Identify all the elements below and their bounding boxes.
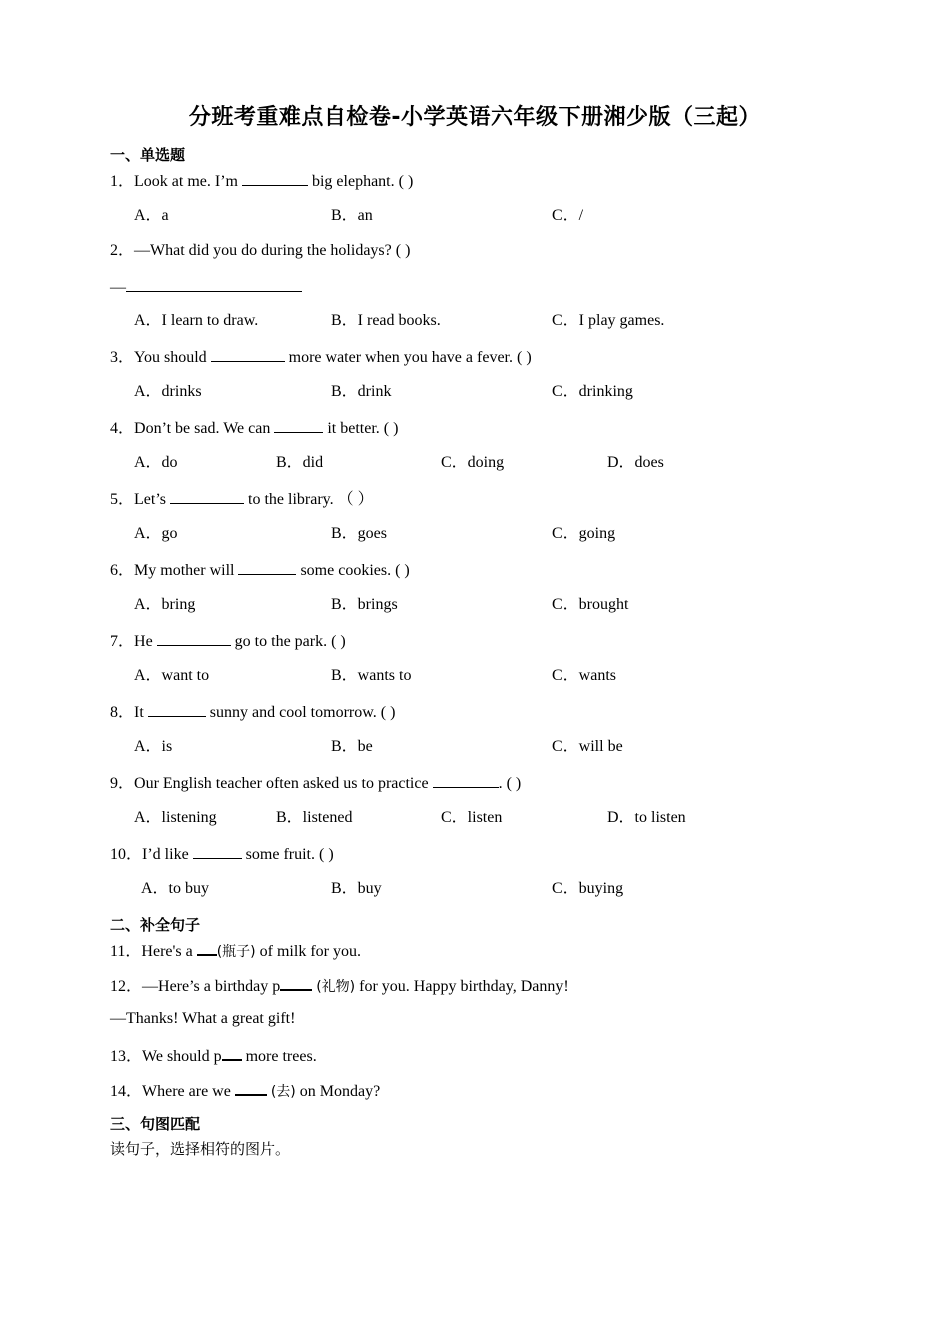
- question-text: Look at me. I’m: [134, 173, 238, 190]
- answer-blank[interactable]: [242, 170, 308, 186]
- option-c[interactable]: C．listen: [441, 809, 503, 826]
- option-c[interactable]: C．brought: [552, 596, 629, 613]
- question-text: It: [134, 704, 144, 721]
- question-number: 10．: [110, 846, 143, 863]
- question-number: 1．: [110, 173, 135, 190]
- option-b[interactable]: B．I read books.: [331, 312, 441, 329]
- option-b[interactable]: B．drink: [331, 383, 392, 400]
- question-text: You should: [134, 349, 207, 366]
- question-text: —What did you do during the holidays? ( ): [134, 242, 411, 259]
- question-number: 7．: [110, 633, 135, 650]
- answer-blank[interactable]: [238, 559, 296, 575]
- question-number: 12．: [110, 978, 143, 995]
- question-12: [110, 974, 569, 997]
- question-number: 4．: [110, 420, 135, 437]
- question-text: I’d like: [142, 846, 189, 863]
- question-text: of milk for you.: [259, 943, 361, 960]
- question-text: We should p: [142, 1048, 222, 1065]
- option-d[interactable]: D．to listen: [607, 809, 686, 826]
- question-text: some cookies. ( ): [300, 562, 410, 579]
- question-1: [110, 170, 413, 192]
- option-a[interactable]: A．want to: [134, 667, 210, 684]
- option-a[interactable]: A．bring: [134, 596, 196, 613]
- question-text: more trees.: [245, 1048, 317, 1065]
- question-text: for you. Happy birthday, Danny!: [359, 978, 569, 995]
- question-number: 3．: [110, 349, 135, 366]
- answer-blank[interactable]: [148, 701, 206, 717]
- option-c[interactable]: C．buying: [552, 880, 624, 897]
- answer-blank[interactable]: [211, 346, 285, 362]
- section-instruction: 读句子，选择相符的图片。: [110, 1140, 291, 1158]
- question-number: 5．: [110, 491, 135, 508]
- option-b[interactable]: B．listened: [276, 809, 353, 826]
- answer-blank[interactable]: [235, 1079, 267, 1096]
- option-c[interactable]: C．wants: [552, 667, 617, 684]
- question-number: 11．: [110, 943, 142, 960]
- question-number: 9．: [110, 775, 135, 792]
- question-text: on Monday?: [299, 1083, 381, 1100]
- answer-blank[interactable]: [222, 1044, 242, 1061]
- option-b[interactable]: B．did: [276, 454, 324, 471]
- question-text: Our English teacher often asked us to practice: [134, 775, 429, 792]
- chinese-hint: (去): [270, 1084, 296, 1100]
- option-b[interactable]: B．an: [331, 207, 373, 224]
- answer-blank[interactable]: [126, 276, 302, 292]
- option-b[interactable]: B．be: [331, 738, 373, 755]
- question-4: [110, 417, 398, 439]
- answer-blank[interactable]: [193, 843, 242, 859]
- section-heading-single-choice: 一、单选题: [110, 146, 186, 164]
- option-c[interactable]: C．/: [552, 207, 584, 224]
- answer-blank[interactable]: [197, 939, 217, 956]
- question-number: 6．: [110, 562, 135, 579]
- section-heading-sentence-picture-match: 三、句图匹配: [110, 1115, 201, 1133]
- question-text: He: [134, 633, 153, 650]
- option-b[interactable]: B．buy: [331, 880, 382, 897]
- question-3: [110, 346, 532, 368]
- option-c[interactable]: C．I play games.: [552, 312, 665, 329]
- option-c[interactable]: C．will be: [552, 738, 623, 755]
- question-5: [110, 488, 374, 510]
- option-b[interactable]: B．goes: [331, 525, 388, 542]
- question-6: [110, 559, 410, 581]
- question-text: Let’s: [134, 491, 167, 508]
- question-text: more water when you have a fever. ( ): [288, 349, 532, 366]
- option-a[interactable]: A．go: [134, 525, 178, 542]
- question-text: —Here’s a birthday p: [142, 978, 281, 995]
- chinese-hint: (礼物): [316, 979, 356, 995]
- question-text: it better. ( ): [327, 420, 399, 437]
- option-c[interactable]: C．doing: [441, 454, 505, 471]
- answer-blank[interactable]: [170, 488, 244, 504]
- option-b[interactable]: B．wants to: [331, 667, 412, 684]
- chinese-hint: (瓶子): [216, 944, 256, 960]
- option-b[interactable]: B．brings: [331, 596, 398, 613]
- question-7: [110, 630, 346, 652]
- question-14: [110, 1079, 380, 1102]
- question-number: 8．: [110, 704, 135, 721]
- option-c[interactable]: C．drinking: [552, 383, 633, 400]
- option-a[interactable]: A．listening: [134, 809, 217, 826]
- answer-blank[interactable]: [274, 417, 323, 433]
- section-heading-complete-sentences: 二、补全句子: [110, 916, 201, 934]
- option-a[interactable]: A．a: [134, 207, 169, 224]
- question-9: [110, 772, 521, 794]
- page-title: 分班考重难点自检卷-小学英语六年级下册湘少版（三起）: [188, 105, 762, 130]
- question-8: [110, 701, 395, 723]
- answer-blank[interactable]: [157, 630, 231, 646]
- question-text: sunny and cool tomorrow. ( ): [209, 704, 396, 721]
- question-text: Here's a: [141, 943, 193, 960]
- answer-line: [110, 276, 302, 298]
- question-text: big elephant. ( ): [311, 173, 414, 190]
- reply-line: —Thanks! What a great gift!: [110, 1010, 296, 1027]
- question-text: go to the park. ( ): [234, 633, 346, 650]
- question-number: 13．: [110, 1048, 143, 1065]
- question-10: [110, 843, 334, 865]
- option-a[interactable]: A．to buy: [141, 880, 210, 897]
- answer-blank[interactable]: [433, 772, 499, 788]
- answer-blank[interactable]: [280, 974, 312, 991]
- question-13: [110, 1044, 317, 1067]
- question-number: 2．: [110, 242, 135, 259]
- option-a[interactable]: A．do: [134, 454, 178, 471]
- question-text: to the library. （ ）: [248, 491, 374, 508]
- question-number: 14．: [110, 1083, 143, 1100]
- question-text: . ( ): [498, 775, 522, 792]
- question-text: some fruit. ( ): [245, 846, 334, 863]
- option-a[interactable]: A．drinks: [134, 383, 202, 400]
- option-a[interactable]: A．I learn to draw.: [134, 312, 259, 329]
- option-c[interactable]: C．going: [552, 525, 616, 542]
- dash: —: [110, 279, 126, 296]
- question-text: Don’t be sad. We can: [134, 420, 271, 437]
- question-text: Where are we: [142, 1083, 231, 1100]
- question-11: [110, 939, 361, 962]
- option-d[interactable]: D．does: [607, 454, 664, 471]
- question-2: [110, 241, 410, 261]
- option-a[interactable]: A．is: [134, 738, 173, 755]
- question-text: My mother will: [134, 562, 235, 579]
